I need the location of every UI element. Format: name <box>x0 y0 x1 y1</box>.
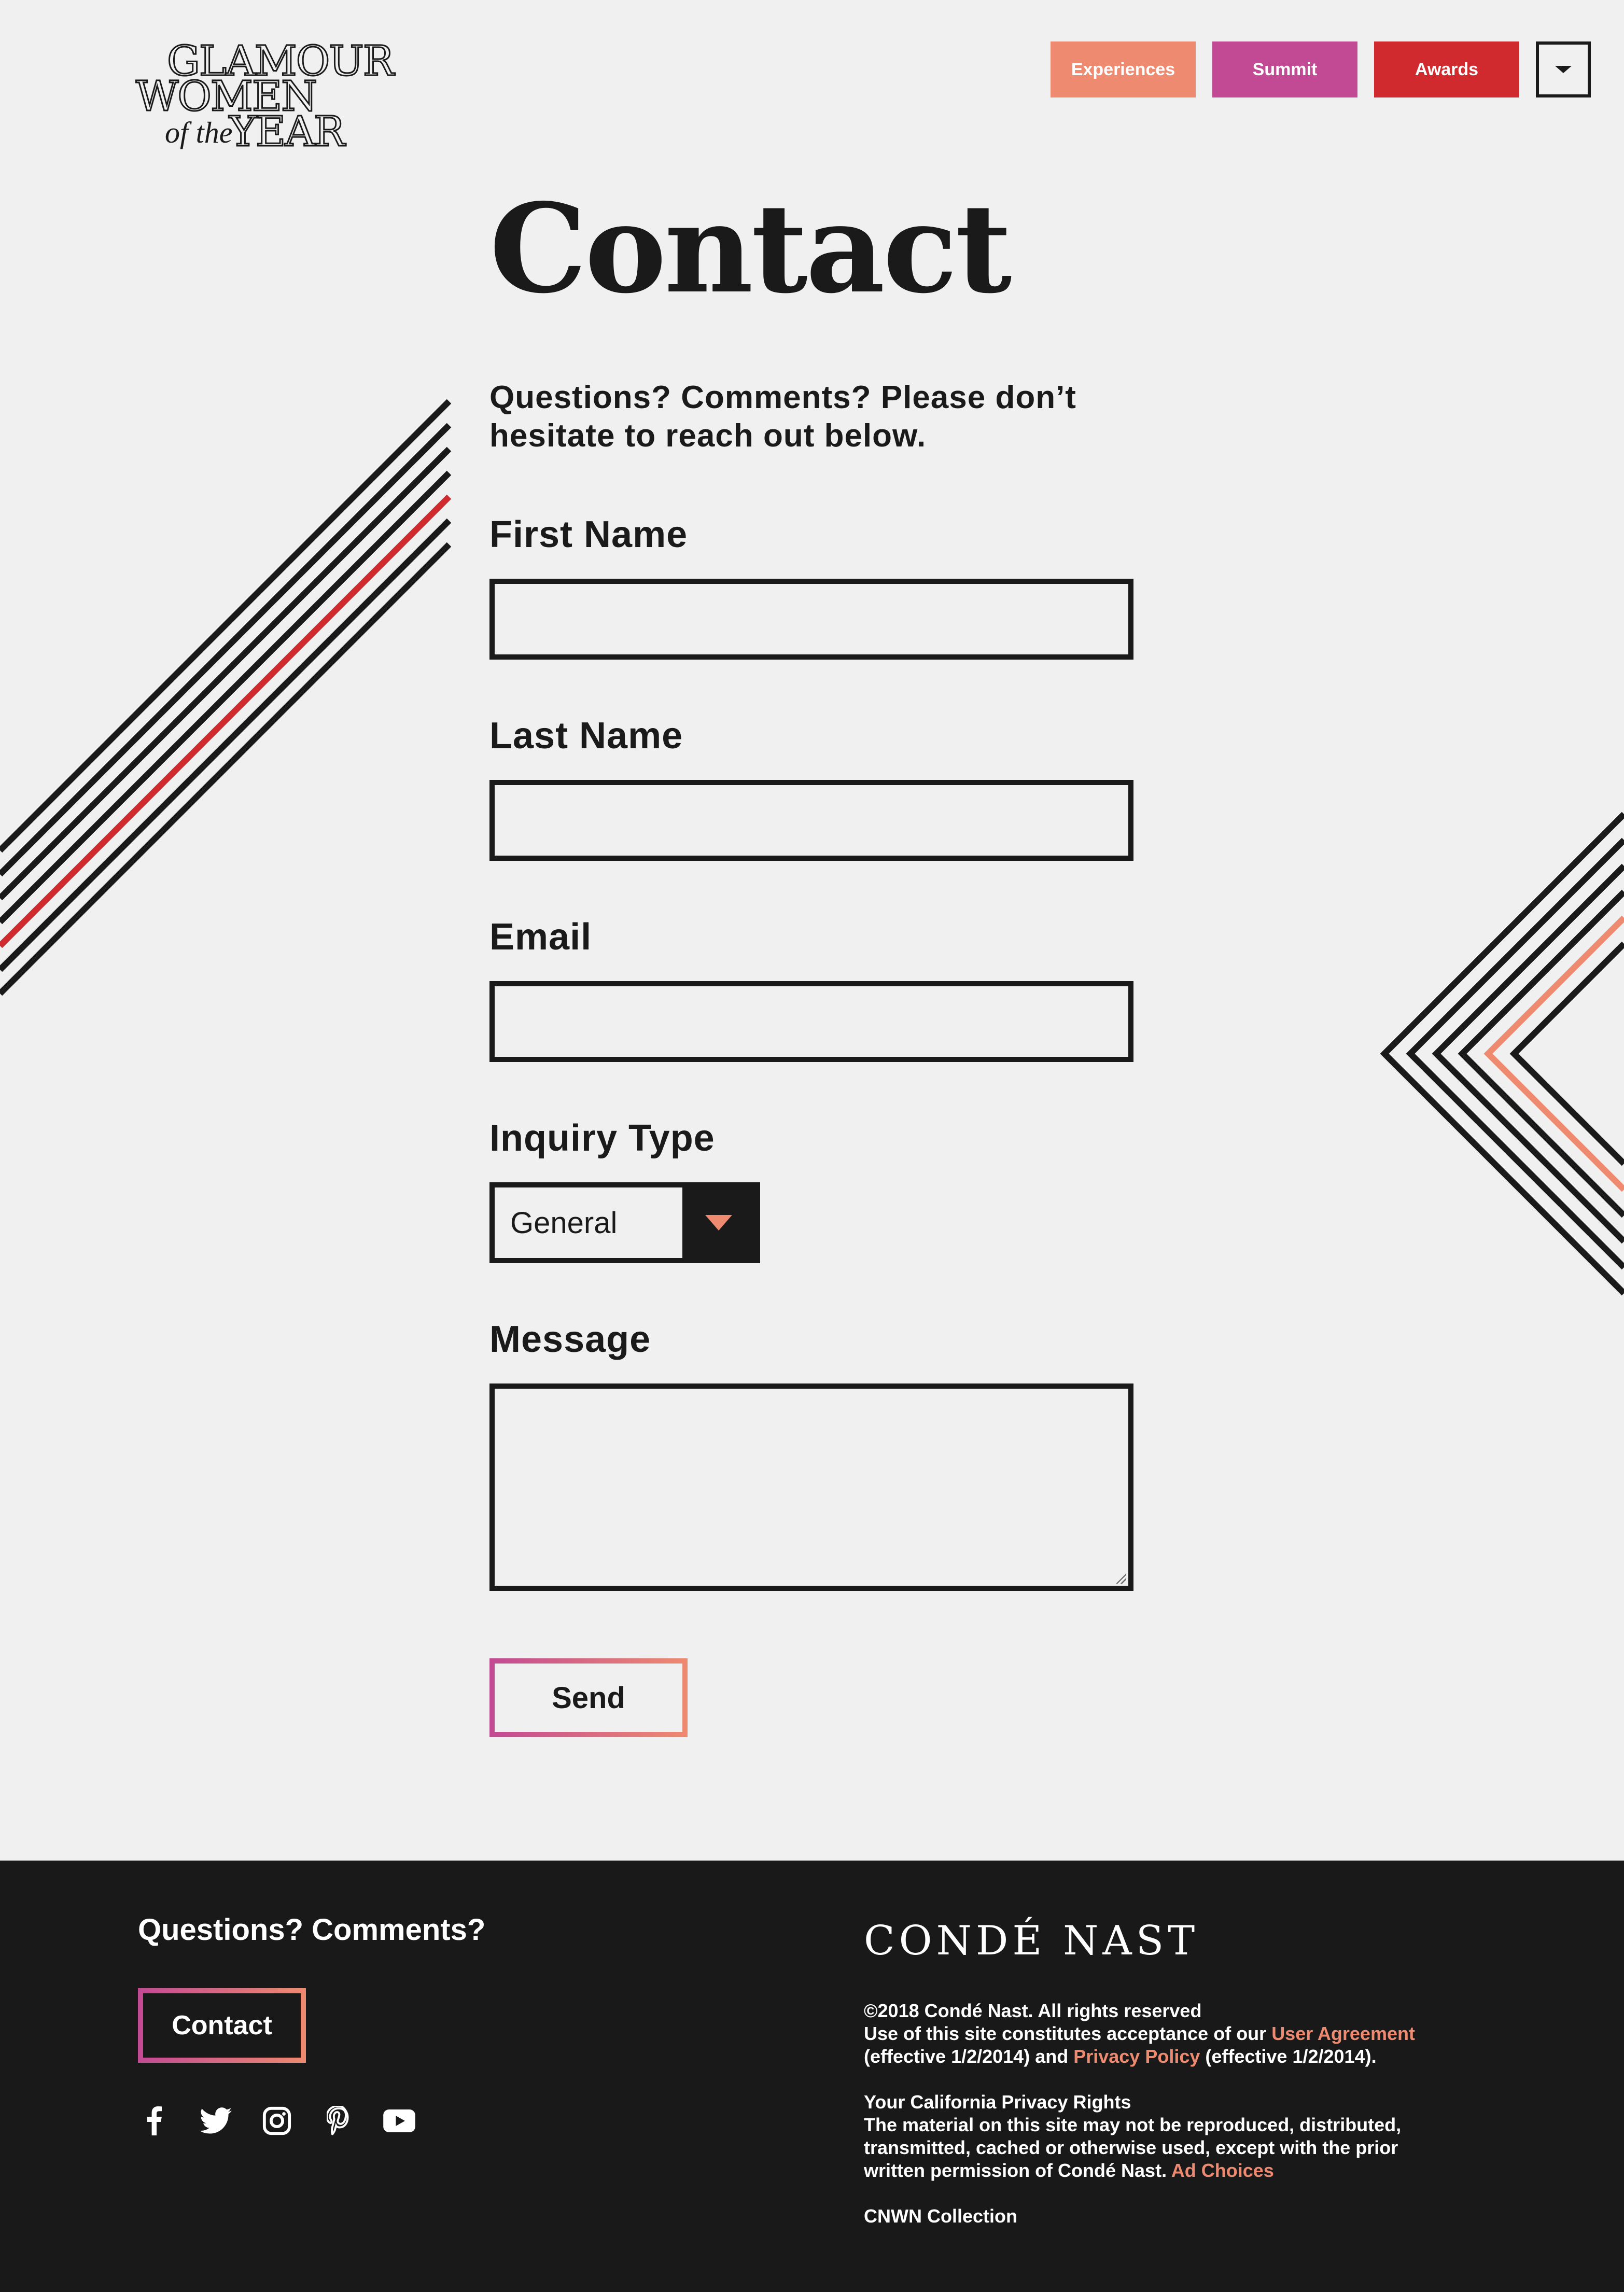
cnwn-collection-link[interactable]: CNWN Collection <box>864 2205 1017 2227</box>
first-name-label: First Name <box>489 514 688 555</box>
footer-contact-button[interactable]: Contact <box>138 1988 306 2063</box>
first-name-input[interactable] <box>489 579 1133 660</box>
twitter-icon[interactable] <box>199 2104 232 2137</box>
instagram-icon[interactable] <box>260 2104 293 2137</box>
left-stripes-decoration <box>0 394 456 1016</box>
email-label: Email <box>489 916 592 958</box>
message-textarea[interactable] <box>489 1383 1133 1591</box>
caret-down-icon <box>705 1215 732 1231</box>
use-text-2: (effective 1/2/2014) and <box>864 2046 1074 2067</box>
user-agreement-link[interactable]: User Agreement <box>1271 2023 1415 2044</box>
send-button[interactable]: Send <box>489 1658 688 1737</box>
copyright-text: ©2018 Condé Nast. All rights reserved <box>864 2000 1202 2021</box>
inquiry-type-select[interactable] <box>489 1182 760 1263</box>
ca-privacy-link[interactable]: Your California Privacy Rights <box>864 2091 1131 2113</box>
nav-summit-button[interactable]: Summit <box>1212 41 1357 97</box>
conde-nast-logo[interactable]: CONDÉ NAST <box>864 1918 1199 1964</box>
pinterest-icon[interactable] <box>321 2104 355 2137</box>
footer-heading: Questions? Comments? <box>138 1913 486 1947</box>
page-title: Contact <box>489 176 1010 320</box>
logo-of-the: of the <box>165 116 233 149</box>
right-chevrons-decoration <box>1369 809 1624 1307</box>
logo-line-glamour: GLAMOUR <box>167 37 393 85</box>
nav-menu-button[interactable] <box>1536 41 1591 97</box>
last-name-input[interactable] <box>489 780 1133 861</box>
terms-line-2 <box>864 2045 1486 2068</box>
message-label: Message <box>489 1319 651 1360</box>
nav-experiences-button[interactable]: Experiences <box>1051 41 1196 97</box>
intro-text: Questions? Comments? Please don’t hesitate to reach out below. <box>489 380 1076 454</box>
select-arrow[interactable] <box>682 1187 755 1258</box>
terms-line-1 <box>864 2022 1486 2045</box>
inquiry-type-label: Inquiry Type <box>489 1117 715 1159</box>
nav-awards-button[interactable]: Awards <box>1374 41 1519 97</box>
email-input[interactable] <box>489 981 1133 1062</box>
use-text-1: Use of this site constitutes acceptance of our <box>864 2023 1272 2044</box>
site-logo[interactable] <box>136 36 393 161</box>
use-text-3: (effective 1/2/2014). <box>1200 2046 1377 2067</box>
chevron-down-icon <box>1555 66 1572 73</box>
material-text-wrap <box>864 2114 1445 2182</box>
logo-line-women: WOMEN <box>136 72 317 120</box>
ad-choices-link[interactable]: Ad Choices <box>1171 2160 1274 2181</box>
footer <box>0 1861 1624 2292</box>
inquiry-type-value: General <box>510 1206 618 1240</box>
resize-grip-icon[interactable] <box>1115 1572 1126 1584</box>
youtube-icon[interactable] <box>383 2104 416 2137</box>
facebook-icon[interactable] <box>138 2104 171 2137</box>
logo-line-year: YEAR <box>229 107 344 156</box>
last-name-label: Last Name <box>489 715 683 757</box>
legal-text <box>864 2000 1486 2228</box>
social-links <box>138 2104 416 2137</box>
privacy-policy-link[interactable]: Privacy Policy <box>1073 2046 1200 2067</box>
material-text: The material on this site may not be reproduced, distributed, transmitted, cached or otherwise used, except with the prior written permission of Condé Nast. <box>864 2114 1402 2181</box>
